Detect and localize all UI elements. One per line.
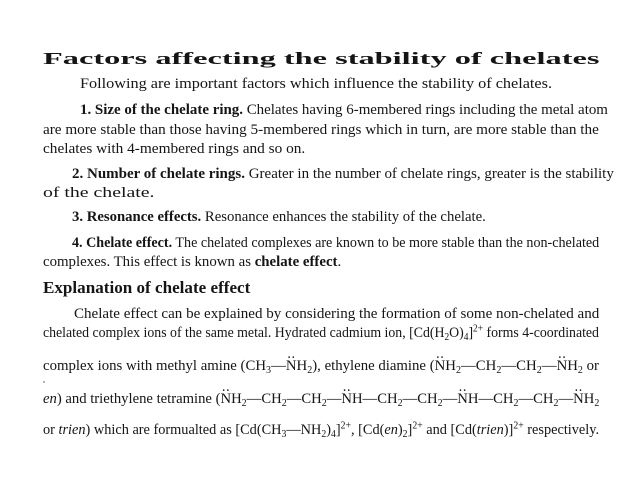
t: forms 4-coordinated xyxy=(483,324,599,341)
t: 2 xyxy=(577,365,583,377)
factor4-title: 4. Chelate effect. xyxy=(72,234,173,251)
factor4-period: . xyxy=(337,253,342,270)
t: 2 xyxy=(402,429,408,441)
t: 2 xyxy=(321,429,327,441)
t: —CH xyxy=(246,390,282,407)
t: 2+ xyxy=(473,323,484,335)
t: H xyxy=(296,357,308,374)
t: 2 xyxy=(241,398,247,410)
para-line1: Chelate effect can be explained by considering the formation of some non-chelated and xyxy=(74,305,600,322)
para-line3 xyxy=(43,357,599,375)
factor2-line2: of the chelate. xyxy=(43,184,155,201)
t: ] xyxy=(335,421,341,438)
t: — xyxy=(326,390,342,407)
t: or xyxy=(582,357,599,374)
t: and [Cd( xyxy=(422,421,477,438)
factor2-text1: Greater in the number of chelate rings, greater is the stability xyxy=(248,165,614,182)
t: 2 xyxy=(553,398,559,410)
t: 2 xyxy=(437,398,443,410)
lone-pair-n: ‥ N xyxy=(557,357,568,375)
factor1-line2: are more stable than those having 5-membered rings which in turn, are more stable than the xyxy=(43,121,599,138)
t: — xyxy=(271,357,286,374)
t: 2+ xyxy=(412,420,423,432)
para-line4 xyxy=(43,390,599,408)
t: — xyxy=(541,357,557,374)
factor3-text1: Resonance enhances the stability of the chelate. xyxy=(204,208,486,225)
t: —CH xyxy=(402,390,438,407)
t: ), ethylene diamine ( xyxy=(312,357,435,374)
lone-pair-n: ‥ N xyxy=(457,390,468,408)
t: 2 xyxy=(281,398,287,410)
t: —NH xyxy=(286,421,322,438)
t: —CH xyxy=(501,357,537,374)
t: 2+ xyxy=(340,420,351,432)
t: ) xyxy=(397,421,403,438)
heading-factors: Factors affecting the stability of chelates xyxy=(43,49,600,68)
t: 3 xyxy=(281,429,287,441)
t: respectively. xyxy=(523,421,600,438)
t: H xyxy=(231,390,242,407)
factor1-line1 xyxy=(80,101,608,119)
t: chelated complex ions of the same metal. Hydrated cadmium ion, [Cd(H xyxy=(43,324,445,341)
t: )] xyxy=(503,421,514,438)
t: 2 xyxy=(536,365,542,377)
t: ) xyxy=(326,421,331,438)
factor2-title: 2. Number of chelate rings. xyxy=(72,165,245,182)
t: 4 xyxy=(463,332,469,344)
t: ) and triethylene tetramine ( xyxy=(56,390,221,407)
t: 2+ xyxy=(513,420,524,432)
lone-pair-n: ‥ N xyxy=(220,390,231,408)
intro-text: Following are important factors which influence the stability of chelates. xyxy=(80,75,552,92)
t: —CH xyxy=(286,390,322,407)
lone-pair-n: ‥ N xyxy=(341,390,352,408)
t: en xyxy=(384,421,398,438)
lone-pair-n: ‥ N xyxy=(573,390,584,408)
t: —CH xyxy=(518,390,554,407)
t: 2 xyxy=(496,365,502,377)
t: 2 xyxy=(321,398,327,410)
t: O) xyxy=(449,324,464,341)
factor1-text1: Chelates having 6-membered rings including the metal atom xyxy=(246,101,608,118)
chelate-effect-term: chelate effect xyxy=(254,253,338,270)
factor2-line1 xyxy=(72,165,614,183)
t: — xyxy=(442,390,458,407)
t: H—CH xyxy=(467,390,514,407)
scan-speck xyxy=(43,381,45,383)
t: 2 xyxy=(397,398,403,410)
t: , [Cd( xyxy=(350,421,385,438)
t: 2 xyxy=(307,365,313,377)
t: or xyxy=(43,421,59,438)
factor4-line2 xyxy=(43,253,341,271)
t: 2 xyxy=(513,398,519,410)
factor4-text1: The chelated complexes are known to be more stable than the non-chelated xyxy=(175,234,600,251)
t: ] xyxy=(468,324,474,341)
t: 2 xyxy=(455,365,462,377)
t: H xyxy=(567,357,578,374)
t: ] xyxy=(407,421,413,438)
t: 3 xyxy=(266,365,272,377)
heading-explanation: Explanation of chelate effect xyxy=(43,278,251,297)
t: 2 xyxy=(444,332,450,344)
t: —CH xyxy=(461,357,497,374)
t: en xyxy=(43,390,57,407)
factor3-line1 xyxy=(72,208,486,226)
factor1-title: 1. Size of the chelate ring. xyxy=(80,101,243,118)
t: trien xyxy=(58,421,86,438)
t: 2 xyxy=(594,398,600,410)
t: complex ions with methyl amine (CH xyxy=(43,357,267,374)
factor3-title: 3. Resonance effects. xyxy=(72,208,202,225)
factor4-text2: complexes. This effect is known as xyxy=(43,253,251,270)
para-line2 xyxy=(43,324,599,342)
t: — xyxy=(558,390,574,407)
intro-line xyxy=(80,75,552,93)
t: H—CH xyxy=(351,390,398,407)
factor4-line1 xyxy=(72,234,599,252)
para-line5 xyxy=(43,421,599,439)
t: H xyxy=(445,357,456,374)
t: ) which are formualted as [Cd(CH xyxy=(85,421,282,438)
t: 4 xyxy=(330,429,336,441)
t: trien xyxy=(476,421,504,438)
factor1-line3: chelates with 4-membered rings and so on. xyxy=(43,140,306,157)
lone-pair-n: ‥ N xyxy=(435,357,446,375)
t: H xyxy=(583,390,595,407)
lone-pair-n: ‥ N xyxy=(286,357,297,375)
